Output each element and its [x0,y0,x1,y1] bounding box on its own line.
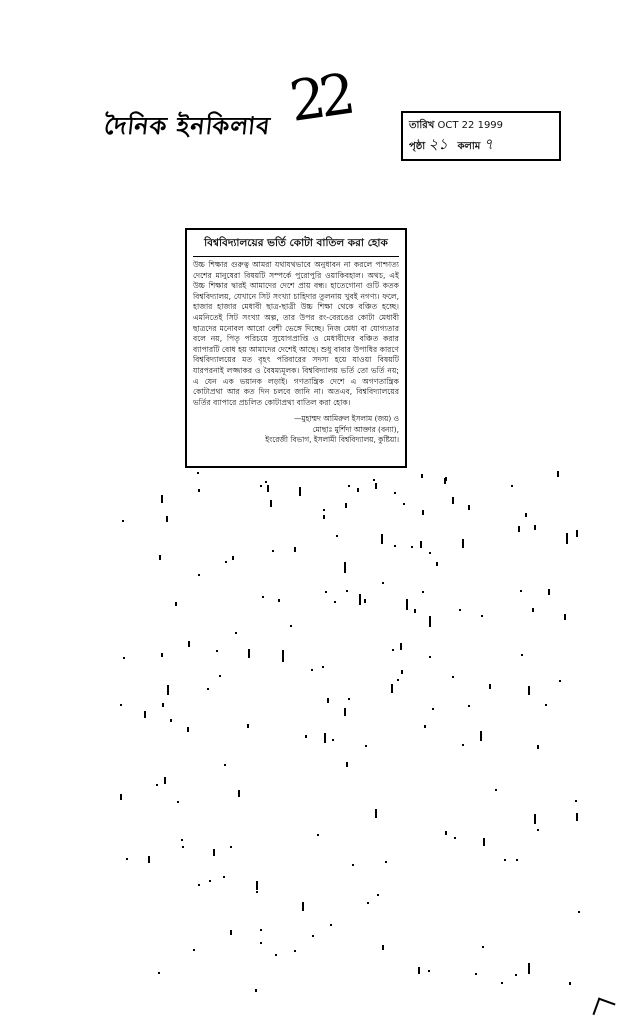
scan-speck [406,599,408,610]
scan-speck [432,708,434,710]
scan-speck [516,859,518,861]
scan-speck [197,472,199,474]
scan-speck [346,762,348,767]
scan-speck [193,949,195,951]
scan-speck [188,641,190,647]
scan-speck [515,974,517,976]
scan-speck [445,833,447,835]
scan-speck [382,582,384,584]
scan-speck [468,705,470,707]
scan-speck [375,809,377,818]
scan-speck [344,562,346,573]
date-row [409,117,553,135]
scan-speck [332,739,334,741]
scan-speck [475,973,477,975]
scan-speck [348,698,350,700]
scan-speck [481,615,483,617]
scan-speck [164,777,166,784]
scan-speck [255,989,257,992]
scan-speck [323,517,325,519]
scan-speck [120,704,122,706]
scan-speck [282,652,284,662]
scan-speck [424,725,426,728]
scan-speck [569,982,571,985]
scan-speck [459,609,461,611]
scan-speck [462,744,464,746]
scan-speck [365,745,367,747]
scan-speck [528,963,530,974]
scan-speck [537,829,539,831]
scan-speck [429,552,431,554]
scan-speck [394,545,396,547]
scan-speck [167,685,169,695]
scan-speck [156,784,158,786]
scan-speck [238,790,240,797]
scan-speck [175,602,177,606]
scan-speck [198,884,200,886]
scan-speck [534,525,536,530]
scan-speck [373,479,375,481]
scan-speck [162,703,164,707]
scan-speck [247,724,249,728]
scan-speck [454,837,456,839]
scan-speck [468,505,470,510]
scan-speck [323,515,325,517]
scan-speck [248,649,250,658]
scan-speck [483,838,485,846]
scan-speck [420,541,422,548]
scan-speck [219,675,221,677]
scan-speck [170,719,172,722]
scan-speck [290,625,292,627]
scan-speck [327,698,329,703]
scan-speck [452,497,454,504]
scan-speck [414,609,416,613]
page-corner-mark [592,997,615,1020]
scan-speck [422,510,424,515]
page-label: পৃষ্ঠা [409,141,426,152]
scan-speck [161,653,163,657]
scan-speck [230,930,232,935]
scan-speck [403,503,405,505]
scan-speck [207,688,209,690]
scan-speck [382,945,384,950]
scan-speck [334,601,336,603]
scan-speck [352,864,354,866]
scan-speck [330,924,332,926]
scan-speck [294,950,296,952]
page-column-row [409,135,553,156]
scan-speck [367,902,369,904]
scan-speck [216,650,218,652]
scan-speck [534,814,536,824]
scan-speck [159,555,161,560]
scan-speck [462,539,464,548]
scan-speck [322,666,324,668]
scan-speck [345,503,347,508]
scan-speck [235,632,237,634]
scan-speck [120,794,122,800]
scan-speck [375,483,377,489]
date-value: OCT 22 1999 [437,120,504,131]
scan-speck [148,856,150,863]
scan-speck [394,492,396,494]
scan-speck [187,727,189,732]
scan-speck [198,574,200,576]
scan-speck [225,561,227,563]
column-label: কলাম [457,141,481,152]
scan-speck [232,556,234,560]
scan-speck [422,591,424,593]
scan-speck [495,789,497,791]
scan-speck [336,535,338,537]
scan-speck [392,649,394,651]
scan-speck [158,972,160,974]
scan-speck [346,590,348,592]
scan-speck [348,485,350,487]
scan-speck [230,846,232,848]
date-label: তারিখ [409,120,435,131]
scan-speck [278,599,280,602]
scan-speck [381,534,383,544]
handwritten-folio-number: 22 [285,62,354,135]
clipping-body: উচ্চ শিক্ষার গুরুত্ব আমরা যথাযথভাবে অনুধাবন না করলে পাশ্চাত্য দেশের মানুষেরা বিষয়টি সম্পর্কে পুরোপুরি ওয়াকিবহাল। অথচ, এই উচ্চ শিক্ষার দ্বারই আমাদের দেশে প্রায় বন্ধ। হাতেগোনা গুটি কতক বিশ্ববিদ্যালয়, যেখানে সিট সংখ্যা চাহিদার তুলনায় খুবই নগণ্য। ফলে, হাজার হাজার মেধাবী ছাত্র-ছাত্রী উচ্চ শিক্ষা থেকে বঞ্চিত হচ্ছে। এমনিতেই সিট সংখ্যা অল্প, তার উপর রং-বেরঙের কোটা মেধাবী ছাত্রদের মনোবল আরো বেশী ভেঙ্গে দিচ্ছে। নিজ মেধা বা যোগ্যতার বলে নয়, পিতৃ পরিচয়ে সুযোগপ্রাপ্তি ও মেধাবীদের বঞ্চিত করার ব্যাপারটি বোধ হয় আমাদের দেশেই আছে। শুধু বাবার উপাধির কারণে বিশ্ববিদ্যালয়ের মত বৃহৎ পরিবারের সদস্য হয়ে যাওয়া বিষয়টি যারপরনাই লজ্জাকর ও বৈষম্যমূলক। বিশ্ববিদ্যালয় ভর্তি তো ভর্তি নয়; এ যেন এক ভয়ানক লড়াই। গণতান্ত্রিক দেশে এ অগণতান্ত্রিক কোটাপ্রথা আর কত দিন চলবে জানি না। অতএব, বিশ্ববিদ্যালয়ের ভর্তির ব্যাপারে প্রচলিত কোটাপ্রথা বাতিল করা হোক। [193,260,399,407]
scan-speck [511,485,513,487]
scan-speck [575,800,577,802]
scan-speck [260,929,262,931]
scan-speck [518,526,520,532]
scan-speck [532,608,534,612]
scan-speck [501,982,503,984]
scan-speck [181,839,183,841]
scan-speck [344,708,346,716]
scan-speck [397,679,399,681]
scan-speck [428,970,430,972]
scan-speck [391,684,393,693]
scan-speck [123,657,125,659]
scan-speck [223,876,225,878]
scan-speck [444,478,446,484]
scan-speck [545,704,547,706]
scan-speck [480,731,482,741]
scan-speck [256,884,258,890]
scan-speck [294,547,296,552]
signature-line: —মুহাম্মদ আমিরুল ইসলাম (জয়) ও [294,414,399,424]
scan-speck [489,684,491,689]
scan-speck [566,533,568,544]
scan-speck [364,599,366,603]
scan-speck [177,801,179,803]
scan-speck [359,594,361,605]
scan-speck [144,711,146,718]
date-stamp [401,111,561,161]
scan-speck [482,946,484,948]
scan-speck [576,530,578,537]
scan-speck [323,509,325,511]
scan-speck [270,500,272,507]
scan-speck [578,911,580,913]
newspaper-clipping [185,228,407,468]
scan-speck [256,891,258,893]
scan-speck [400,643,402,650]
scan-speck [520,590,522,592]
page-value: ২১ [428,135,448,153]
scan-speck [418,967,420,974]
signature-line: মোছাঃ মুর্শিদা আক্তার (বন্যা), [312,424,399,434]
clipping-signature [193,414,399,445]
scan-speck [213,849,215,856]
scan-speck [126,858,128,860]
scan-speck [260,485,262,487]
scan-speck [429,656,431,658]
scan-speck [429,616,431,627]
scan-speck [302,907,304,911]
scan-speck [262,596,264,598]
scan-speck [265,481,267,483]
scan-speck [182,846,184,848]
scan-speck [317,834,319,836]
scan-speck [452,676,454,678]
scan-speck [122,520,124,522]
scan-speck [401,670,403,674]
scan-speck [357,488,359,492]
scan-speck [325,591,327,593]
scan-speck [209,880,211,882]
clipping-headline: বিশ্ববিদ্যালয়ের ভর্তি কোটা বাতিল করা হোক [193,236,399,257]
scan-speck [436,562,438,566]
scan-speck [224,764,226,766]
scan-speck [557,471,559,477]
scan-speck [166,516,168,522]
scan-speck [198,489,200,492]
scan-speck [275,954,277,956]
scan-speck [525,513,527,517]
scan-speck [411,546,413,548]
scan-speck [377,894,379,896]
column-value: ৭ [483,135,494,153]
scan-speck [161,495,163,503]
scan-speck [576,813,578,821]
scan-speck [305,735,307,738]
scan-speck [260,942,262,944]
scan-speck [385,861,387,863]
scan-speck [299,487,301,496]
signature-line: ইংরেজী বিভাগ, ইসলামী বিশ্ববিদ্যালয়, কুষ্টিয়া। [265,435,399,445]
scan-speck [282,650,284,652]
scan-speck [559,680,561,682]
scan-speck [504,859,506,861]
scan-speck [312,935,314,937]
scan-speck [521,654,523,656]
scan-speck [548,589,550,595]
scan-speck [267,485,269,492]
scan-speck [421,474,423,478]
scan-speck [324,733,326,743]
newspaper-masthead: দৈনিক ইনকিলাব [102,111,273,140]
scan-speck [564,614,566,620]
scan-speck [537,745,539,749]
scan-speck [528,686,530,695]
scan-speck [445,831,447,833]
scan-speck [311,669,313,671]
scan-speck [272,550,274,552]
